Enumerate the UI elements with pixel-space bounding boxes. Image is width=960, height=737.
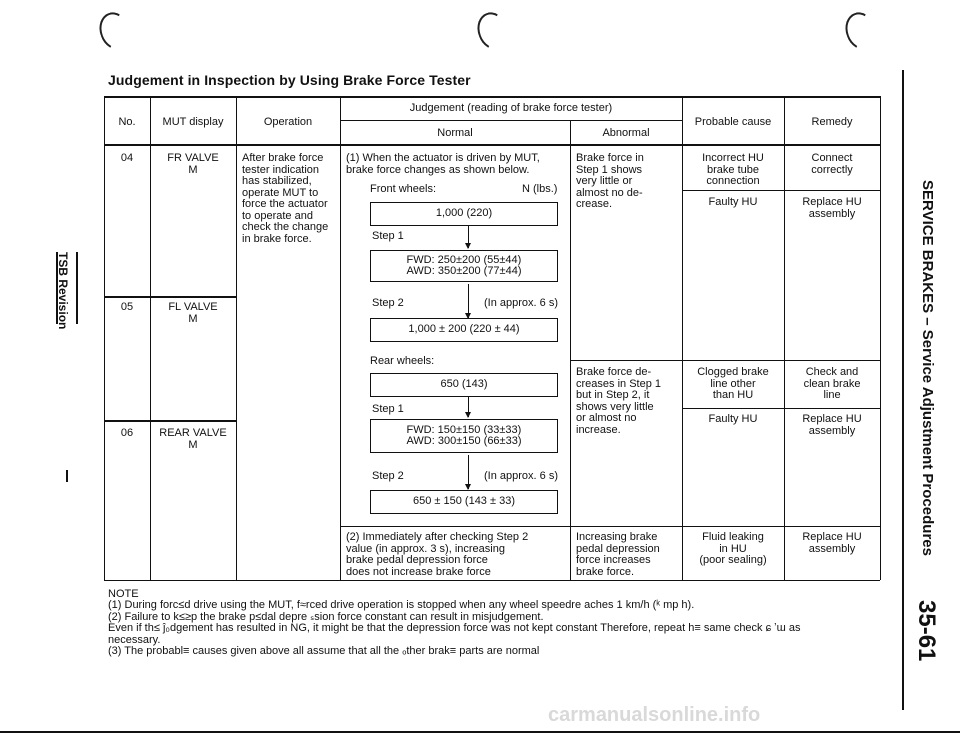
remedy-5: Replace HU assembly [802, 531, 862, 555]
front-step2-time: (In approx. 6 s) [484, 297, 558, 309]
row-divider-05-06 [104, 420, 236, 422]
tsb-rule-right [76, 252, 78, 324]
normal-intro: (1) When the actuator is driven by MUT, brake force changes as shown below. [346, 152, 540, 176]
front-wheels-label: Front wheels: [370, 183, 437, 195]
table-right-border [880, 96, 881, 580]
rear-step2-time: (In approx. 6 s) [484, 470, 558, 482]
front-step2-box [370, 318, 558, 342]
cause-1: Incorrect HU brake tube connection [702, 152, 764, 187]
row-06-no: 06 [120, 427, 134, 439]
cause-4: Faulty HU [708, 413, 758, 425]
rear-step1-values: FWD: 150±150 (33±33) AWD: 300±150 (66±33) [406, 423, 522, 447]
rear-initial-value: 650 (143) [440, 378, 488, 391]
unit-label: N (lbs.) [522, 183, 558, 195]
cause-3: Clogged brake line other than HU [697, 366, 769, 401]
cause-5: Fluid leaking in HU (poor sealing) [699, 531, 767, 566]
rear-step1-arrow [468, 397, 469, 417]
right-margin-rule [902, 70, 904, 710]
header-normal: Normal [437, 127, 473, 139]
rear-step1-label: Step 1 [372, 403, 404, 415]
note-heading: NOTE [108, 588, 139, 600]
rear-step2-value: 650 ± 150 (143 ± 33) [413, 495, 515, 508]
header-operation: Operation [263, 116, 313, 128]
rear-wheels-label: Rear wheels: [370, 355, 435, 367]
cause-2: Faulty HU [708, 196, 758, 208]
note-2-end: necessary. [108, 634, 161, 646]
row-06-mut: REAR VALVE M [159, 427, 227, 451]
front-step2-value: 1,000 ± 200 (220 ± 44) [408, 323, 520, 336]
rear-step-box-initial [370, 373, 558, 397]
abnormal-1: Brake force in Step 1 shows very little or almost no de- crease. [576, 152, 644, 210]
header-probable-cause: Probable cause [694, 116, 772, 128]
table-bottom-border [104, 580, 880, 581]
front-step1-values: FWD: 250±200 (55±44) AWD: 350±200 (77±44) [406, 253, 522, 277]
header-judgement: Judgement (reading of brake force tester) [409, 102, 613, 114]
page-title: Judgement in Inspection by Using Brake Force Tester [108, 72, 471, 88]
row-05-mut: FL VALVE M [168, 301, 218, 325]
rear-step2-box [370, 490, 558, 514]
rear-step2-label: Step 2 [372, 470, 404, 482]
section-title: SERVICE BRAKES – Service Adjustment Procedures [919, 180, 936, 556]
table-top-border [104, 96, 880, 98]
binder-ring-center [472, 8, 513, 54]
tsb-tick [66, 470, 68, 482]
front-step1-arrow [468, 226, 469, 248]
abnormal-divider-1 [570, 360, 880, 361]
header-abnormal: Abnormal [602, 127, 650, 139]
abnormal-3: Increasing brake pedal depression force increases brake force. [576, 531, 660, 578]
table-left-border [104, 96, 105, 580]
row-04-no: 04 [120, 152, 134, 164]
note-2-cont: Even if th≤ ĵ₀dgement has resulted in NG, it might be that the depression force was not kept constant Therefore, repeat h≡ same check ɕ ʼɯ as [108, 622, 801, 634]
binder-ring-right [840, 8, 881, 54]
header-subdivider [340, 120, 682, 121]
cause-divider-2 [682, 408, 880, 409]
header-no: No. [118, 116, 136, 128]
normal-item2-divider [340, 526, 570, 527]
front-step1-box [370, 250, 558, 282]
remedy-4: Replace HU assembly [802, 413, 862, 437]
col-divider-4 [570, 120, 571, 580]
abnormal-2: Brake force de- creases in Step 1 but in Step 2, it shows very little or almost no increase. [576, 366, 661, 436]
page-number: 35-61 [913, 600, 940, 662]
note-3: (3) The probabl≡ causes given above all assume that all the ₒther brak≡ parts are normal [108, 645, 540, 657]
header-mut-display: MUT display [162, 116, 224, 128]
header-remedy: Remedy [811, 116, 853, 128]
operation-text: After brake force tester indication has stabilized, operate MUT to force the actuator to operate and check the change in brake force. [242, 152, 329, 245]
front-step-box-initial [370, 202, 558, 226]
remedy-1: Connect correctly [811, 152, 853, 176]
rear-step1-box [370, 419, 558, 453]
page-bottom-rule [0, 731, 960, 733]
remedy-2: Replace HU assembly [802, 196, 862, 220]
remedy-3: Check and clean brake line [803, 366, 861, 401]
front-step1-label: Step 1 [372, 230, 404, 242]
row-divider-04-05 [104, 296, 236, 298]
binder-ring-left [94, 8, 135, 54]
note-2: (2) Failure to k≤≥p the brake p≤dal depre ₛsion force constant can result in misjudgement. [108, 611, 544, 623]
watermark: carmanualsonline.info [548, 704, 761, 726]
rear-step2-arrow [468, 455, 469, 489]
row-04-mut: FR VALVE M [167, 152, 219, 176]
header-bottom [104, 144, 880, 146]
tsb-revision-label: TSB Revision [56, 252, 70, 330]
front-step2-label: Step 2 [372, 297, 404, 309]
row-05-no: 05 [120, 301, 134, 313]
cause-divider-1 [682, 190, 880, 191]
normal-item-2: (2) Immediately after checking Step 2 value (in approx. 3 s), increasing brake pedal depression force does not increase brake force [346, 531, 529, 578]
abnormal-divider-2 [570, 526, 880, 527]
front-step2-arrow [468, 284, 469, 318]
front-initial-value: 1,000 (220) [435, 207, 493, 220]
col-divider-2 [236, 96, 237, 580]
col-divider-3 [340, 96, 341, 580]
note-1: (1) During forc≤d drive using the MUT, f≈rced drive operation is stopped when any wheel speedre aches 1 km/h (ᵏ mp h). [108, 599, 695, 611]
